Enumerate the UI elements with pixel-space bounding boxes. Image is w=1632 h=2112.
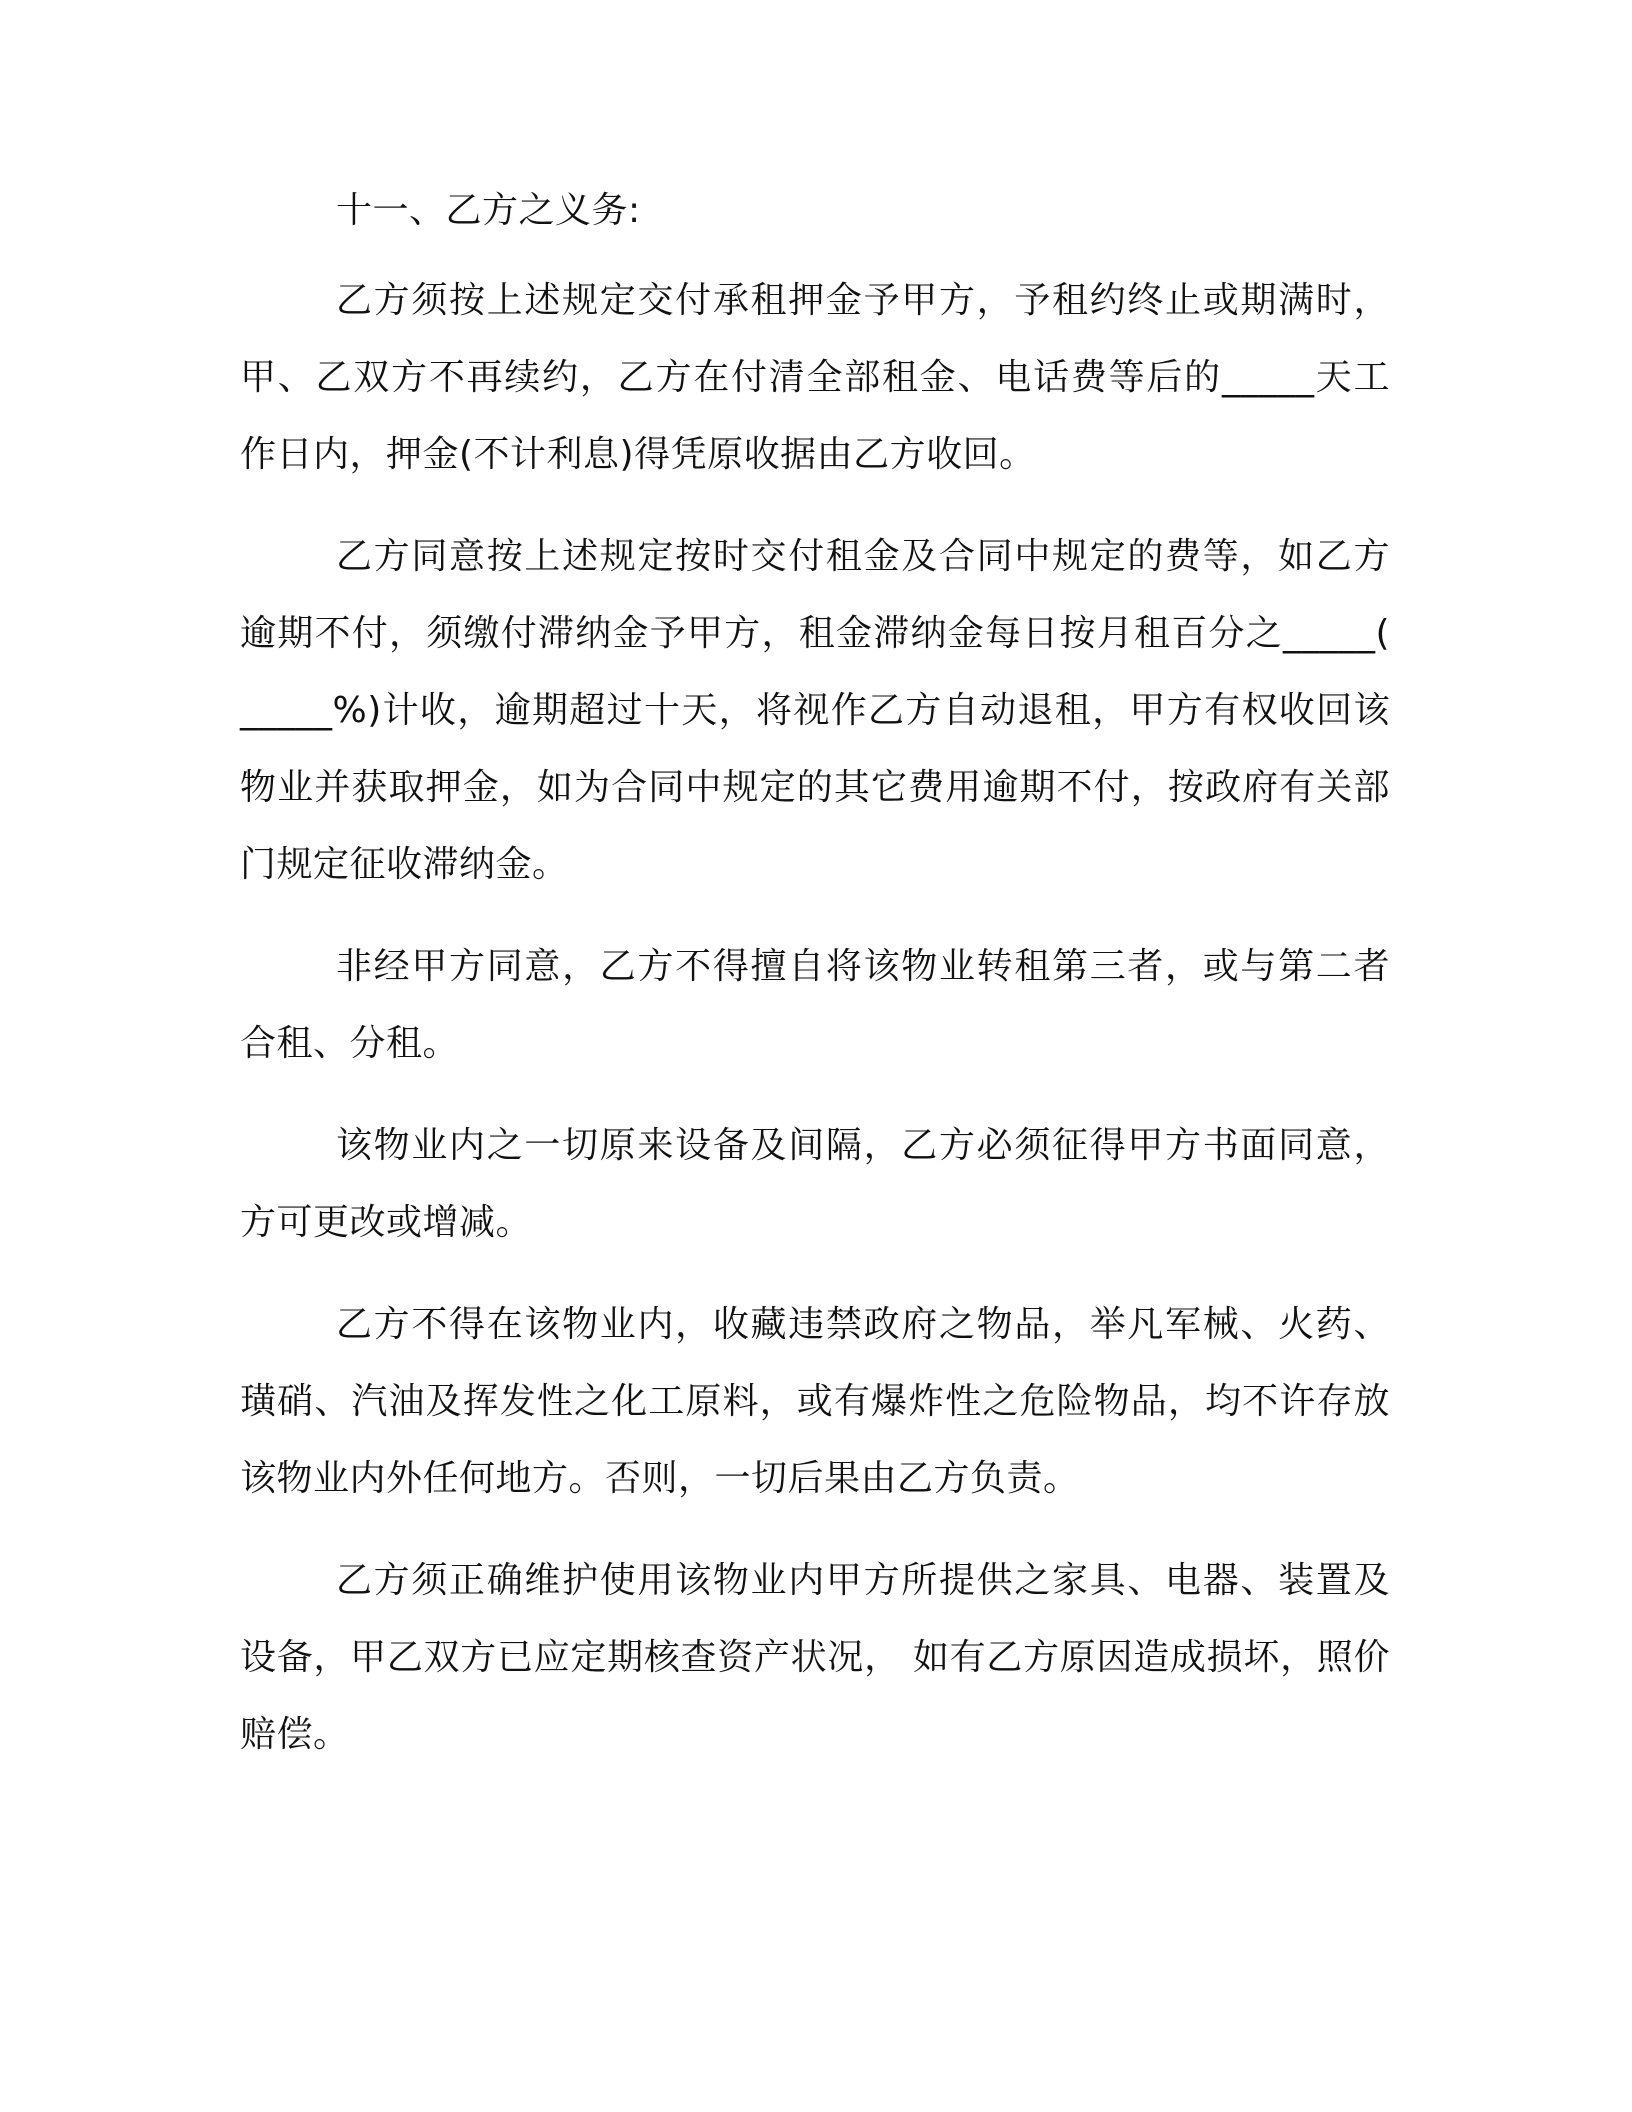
paragraph-prohibited-items: 乙方不得在该物业内，收藏违禁政府之物品，举凡军械、火药、璜硝、汽油及挥发性之化工原料，或有爆炸性之危险物品，均不许存放该物业内外任何地方。否则，一切后果由乙方负责。 [240, 1304, 1390, 1499]
paragraph-alterations: 该物业内之一切原来设备及间隔，乙方必须征得甲方书面同意，方可更改或增减。 [240, 1125, 1390, 1243]
paragraph-late-fee: 乙方同意按上述规定按时交付租金及合同中规定的费等，如乙方逾期不付，须缴付滞纳金予甲方，租金滞纳金每日按月租百分之_____( _____%)计收，逾期超过十天，将视作乙方自动退租，甲方有权收回该物业并获取押金，如为合同中规定的其它费用逾期不付，按政府有关部门规定征收滞纳金。 [240, 536, 1390, 885]
paragraph-deposit: 乙方须按上述规定交付承租押金予甲方，予租约终止或期满时，甲、乙双方不再续约，乙方在付清全部租金、电话费等后的_____天工作日内，押金(不计利息)得凭原收据由乙方收回。 [240, 280, 1390, 475]
section-heading: 十一、乙方之义务: [336, 190, 641, 231]
paragraph-sublet: 非经甲方同意，乙方不得擅自将该物业转租第三者，或与第二者合租、分租。 [240, 946, 1390, 1064]
document-page [240, 185, 1390, 1798]
paragraph-maintenance: 乙方须正确维护使用该物业内甲方所提供之家具、电器、装置及设备，甲乙双方已应定期核查资产状况， 如有乙方原因造成损坏，照价赔偿。 [240, 1560, 1390, 1755]
